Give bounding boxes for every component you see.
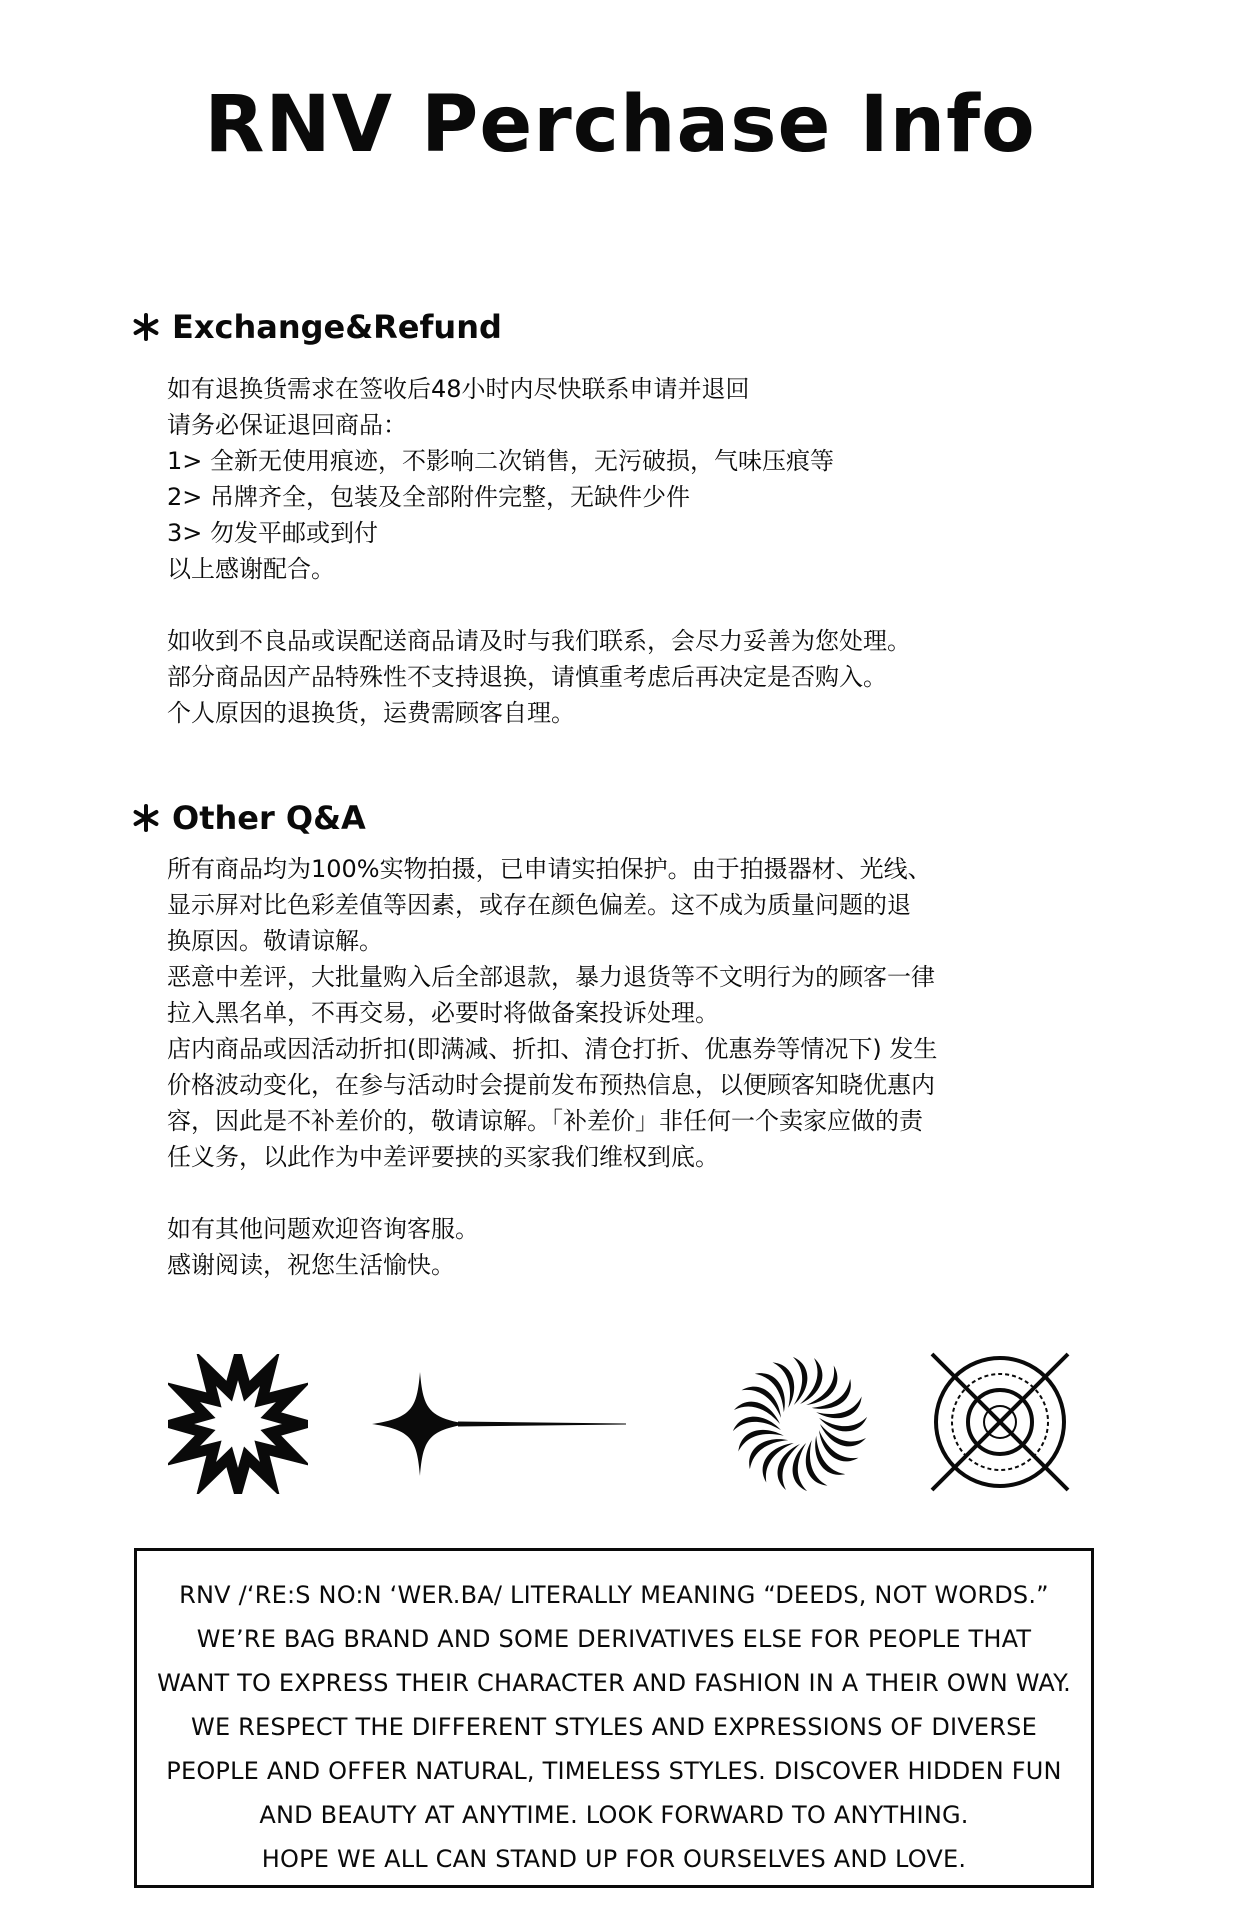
page-title: RNV Perchase Info: [204, 80, 1036, 170]
brand-statement-box: [134, 1548, 1094, 1888]
section-heading-label: Exchange&Refund: [172, 308, 502, 346]
exchange-refund-paragraph-1: [167, 371, 1007, 587]
text-line: 拉入黑名单，不再交易，必要时将做备案投诉处理。: [167, 999, 719, 1027]
section-heading-exchange-refund: [132, 307, 502, 347]
text-line: 任义务，以此作为中差评要挟的买家我们维权到底。: [167, 1143, 719, 1171]
brand-statement-line: PEOPLE AND OFFER NATURAL, TIMELESS STYLES. DISCOVER HIDDEN FUN: [166, 1757, 1062, 1785]
text-line: 如有其他问题欢迎咨询客服。: [167, 1215, 479, 1243]
brand-statement-line: WANT TO EXPRESS THEIR CHARACTER AND FASHION IN A THEIR OWN WAY.: [157, 1669, 1071, 1697]
text-line: 3> 勿发平邮或到付: [167, 519, 379, 547]
swirl-flower-icon: [730, 1354, 870, 1494]
text-line: 以上感谢配合。: [167, 555, 335, 583]
text-line: 感谢阅读，祝您生活愉快。: [167, 1251, 455, 1279]
text-line: 2> 吊牌齐全，包装及全部附件完整，无缺件少件: [167, 483, 691, 511]
text-line: 价格波动变化，在参与活动时会提前发布预热信息，以便顾客知晓优惠内: [167, 1071, 935, 1099]
brand-statement-line: RNV /‘RE:S NO:N ‘WER.BA/ LITERALLY MEANING “DEEDS, NOT WORDS.”: [179, 1581, 1049, 1609]
text-line: 恶意中差评，大批量购入后全部退款，暴力退货等不文明行为的顾客一律: [167, 963, 935, 991]
exchange-refund-paragraph-2: [167, 623, 1007, 731]
asterisk-star-icon: [132, 804, 160, 832]
text-line: 个人原因的退换货，运费需顾客自理。: [167, 699, 575, 727]
brand-statement-line: HOPE WE ALL CAN STAND UP FOR OURSELVES AND LOVE.: [261, 1845, 967, 1873]
text-line: 换原因。敬请谅解。: [167, 927, 383, 955]
brand-statement-line: WE RESPECT THE DIFFERENT STYLES AND EXPRESSIONS OF DIVERSE: [191, 1713, 1037, 1741]
brand-statement-line: AND BEAUTY AT ANYTIME. LOOK FORWARD TO ANYTHING.: [259, 1801, 969, 1829]
decorative-icons-row: [0, 1350, 1240, 1500]
asterisk-star-icon: [132, 313, 160, 341]
text-line: 显示屏对比色彩差值等因素，或存在颜色偏差。这不成为质量问题的退: [167, 891, 911, 919]
brand-statement-line: WE’RE BAG BRAND AND SOME DERIVATIVES ELSE FOR PEOPLE THAT: [196, 1625, 1032, 1653]
text-line: 请务必保证退回商品：: [167, 411, 407, 439]
text-line: 部分商品因产品特殊性不支持退换，请慎重考虑后再决定是否购入。: [167, 663, 887, 691]
text-line: 1> 全新无使用痕迹，不影响二次销售，无污破损，气味压痕等: [167, 447, 835, 475]
text-line: 所有商品均为100%实物拍摄，已申请实拍保护。由于拍摄器材、光线、: [167, 855, 932, 883]
text-line: 店内商品或因活动折扣(即满减、折扣、清仓打折、优惠券等情况下) 发生: [167, 1035, 938, 1063]
text-line: 容，因此是不补差价的，敬请谅解。「补差价」非任何一个卖家应做的责: [167, 1107, 923, 1135]
crossed-target-icon: [928, 1350, 1072, 1494]
other-qa-paragraph-1: [167, 851, 1007, 1175]
section-heading-label: Other Q&A: [172, 799, 366, 837]
starburst-icon: [168, 1354, 308, 1494]
text-line: 如有退换货需求在签收后48小时内尽快联系申请并退回: [167, 375, 750, 403]
four-point-sparkle-icon: [368, 1372, 628, 1476]
other-qa-paragraph-2: [167, 1211, 1007, 1283]
text-line: 如收到不良品或误配送商品请及时与我们联系，会尽力妥善为您处理。: [167, 627, 911, 655]
section-heading-other-qa: [132, 798, 366, 838]
